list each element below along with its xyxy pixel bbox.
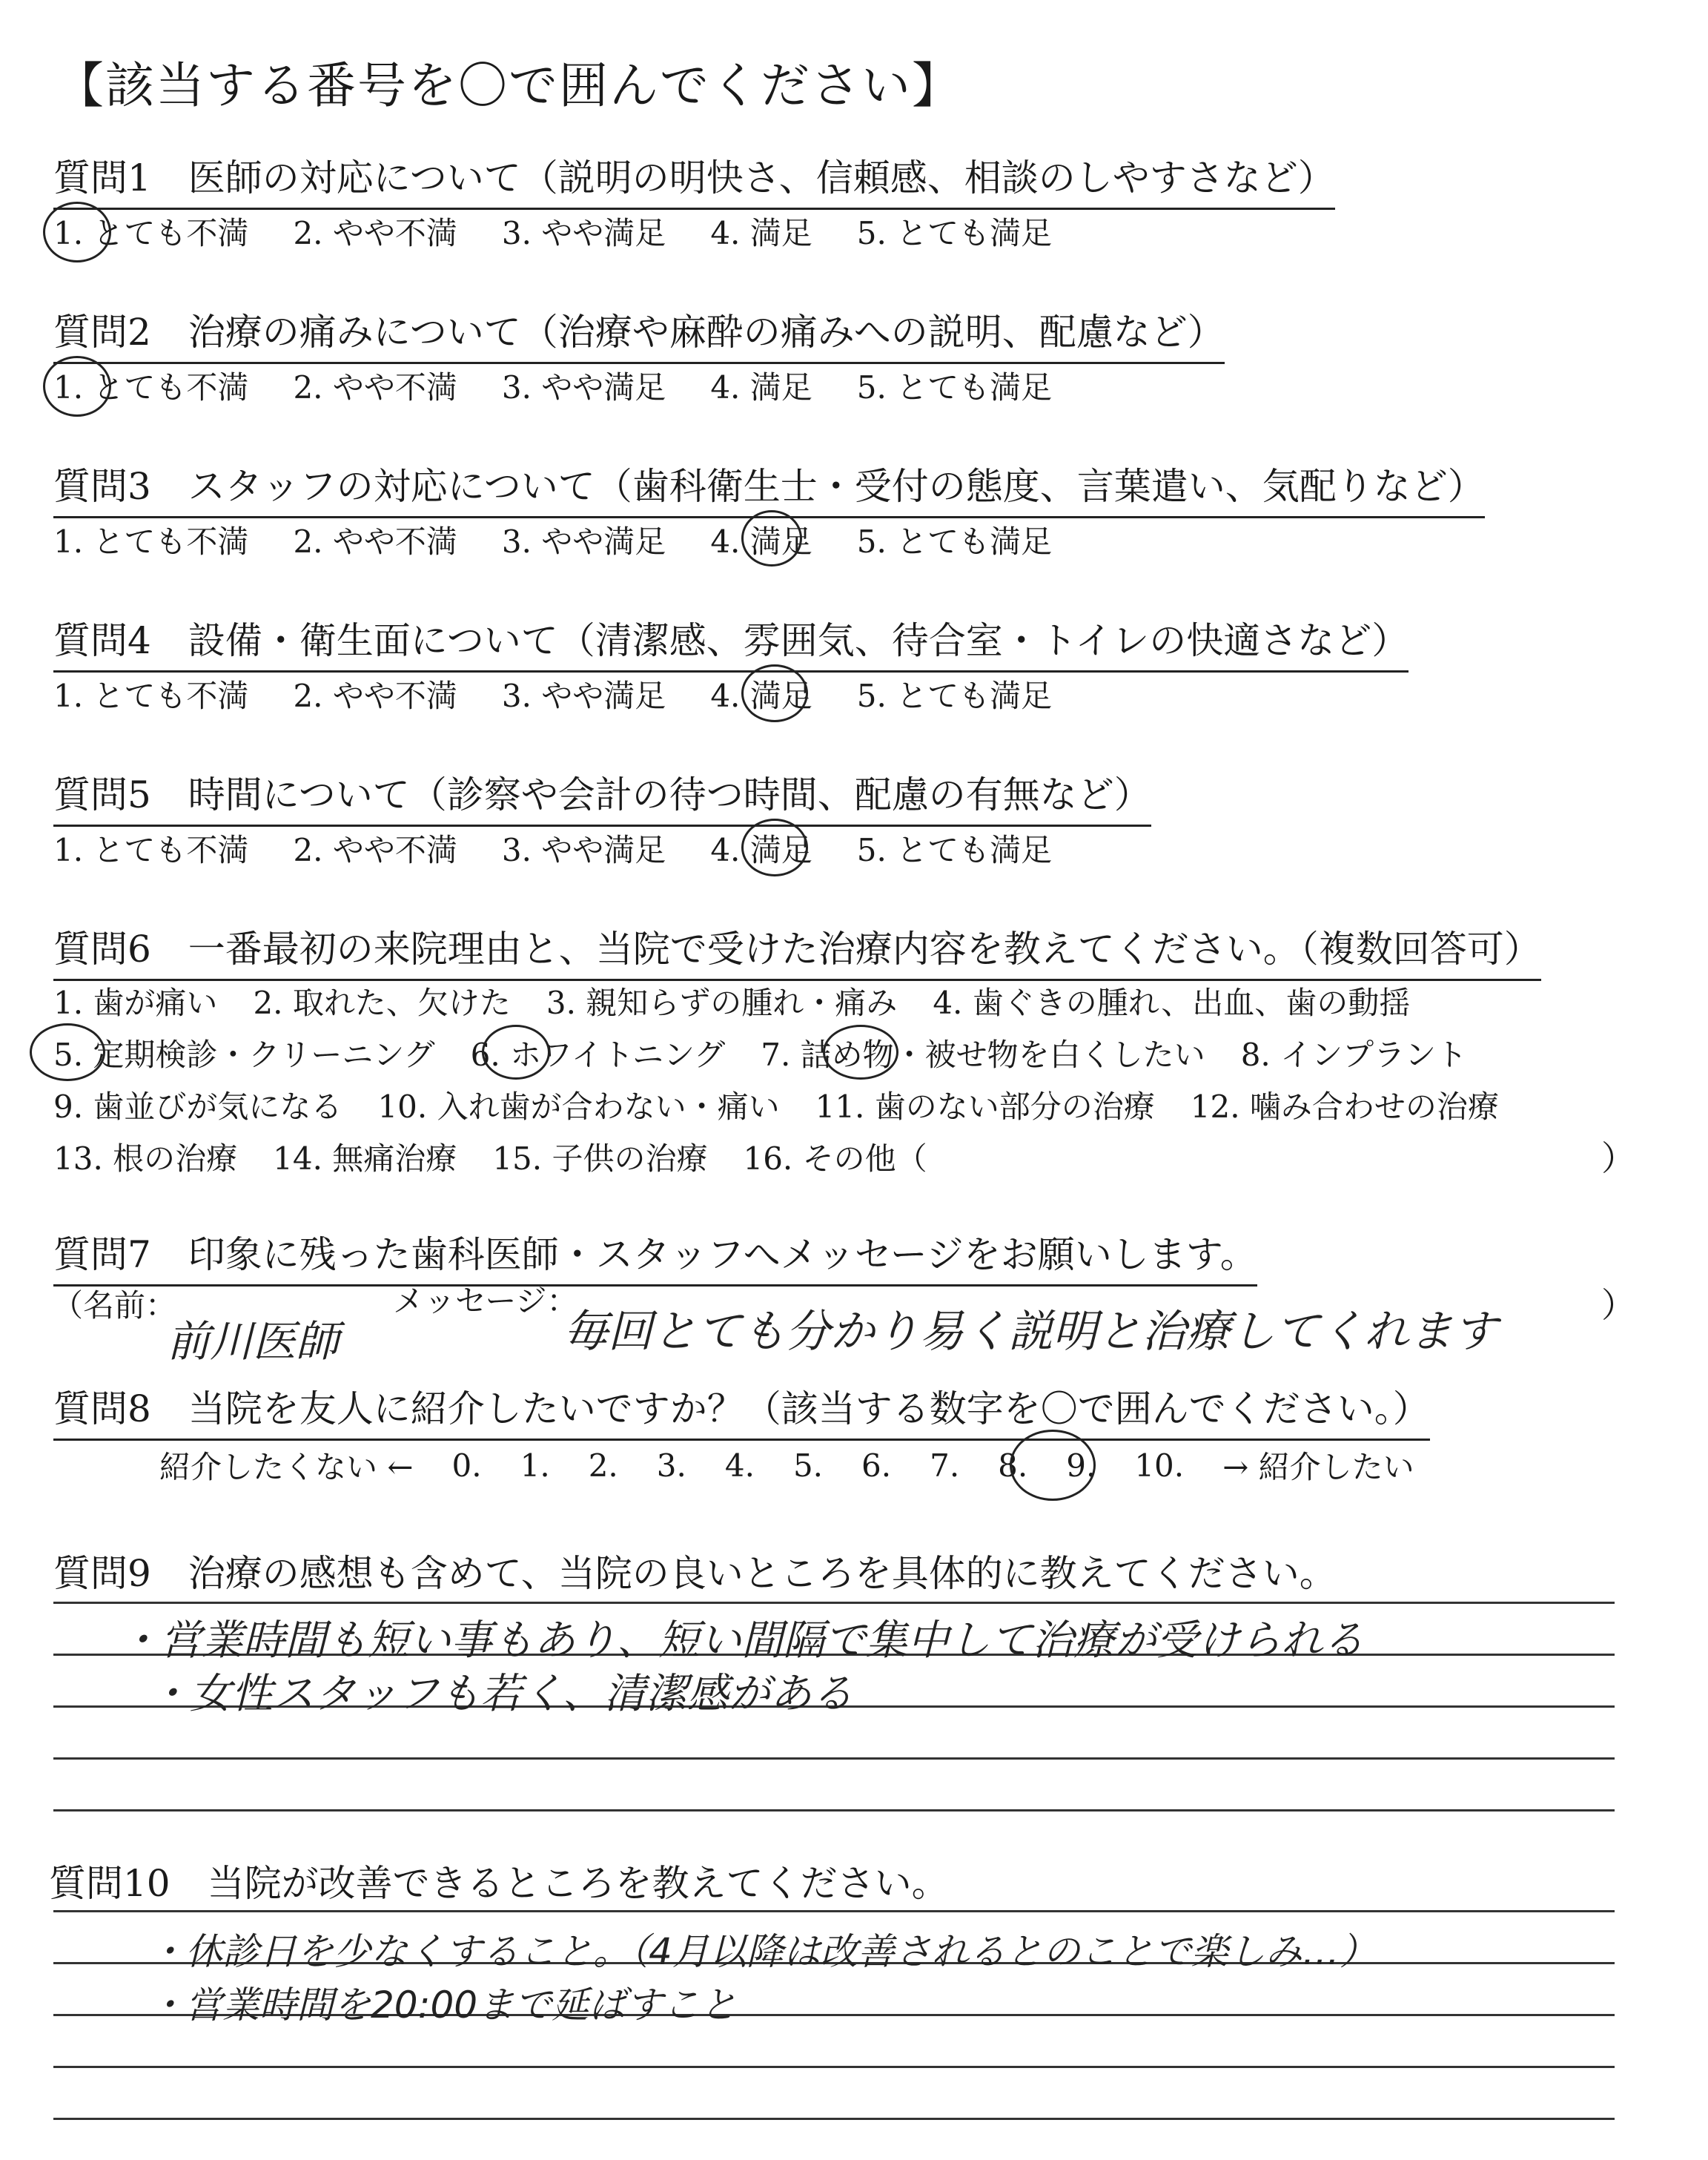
q6-selection-circle-5 — [30, 1023, 105, 1081]
q7-closing-paren: ） — [1601, 1285, 1635, 1325]
q6-option-16[interactable]: 16. その他（ — [743, 1140, 927, 1177]
q2-options — [53, 363, 1096, 408]
q1-option-3[interactable]: 3. やや満足 — [501, 215, 666, 251]
q7-message-handwriting[interactable]: 毎回とても分かり易く説明と治療してくれます — [563, 1306, 1497, 1358]
q6-option-1[interactable]: 1. 歯が痛い — [53, 985, 218, 1021]
q8-scale-7[interactable]: 7. — [930, 1447, 960, 1484]
q5-option-2[interactable]: 2. やや不満 — [293, 832, 457, 868]
q4-title: 質問4 設備・衛生面について（清潔感、雰囲気、待合室・トイレの快適さなど） — [53, 611, 1409, 673]
q10-answer-line-5 — [53, 2118, 1615, 2120]
q4-selection-circle — [741, 664, 808, 722]
q5-option-1[interactable]: 1. とても不満 — [53, 832, 249, 868]
q5-option-3[interactable]: 3. やや満足 — [501, 832, 666, 868]
q9-answer-line-1 — [53, 1602, 1615, 1604]
q8-right-label: → 紹介したい — [1222, 1449, 1414, 1485]
q6-option-9[interactable]: 9. 歯並びが気になる — [53, 1089, 342, 1125]
q10-answer-1[interactable]: ・休診日を少なくすること。（4月以降は改善されるとのことで楽しみ…） — [148, 1930, 1377, 1973]
q8-left-label: 紹介したくない ← — [159, 1449, 414, 1485]
q8-scale-1[interactable]: 1. — [520, 1447, 550, 1484]
q3-option-1[interactable]: 1. とても不満 — [53, 524, 249, 560]
q8-scale-9[interactable]: 9. — [1066, 1447, 1096, 1484]
q6-option-10[interactable]: 10. 入れ歯が合わない・痛い — [377, 1089, 780, 1125]
q9-answer-2[interactable]: ・女性スタッフも若く、清潔感がある — [148, 1670, 853, 1718]
q10-title: 質問10 当院が改善できるところを教えてください。 — [49, 1862, 949, 1905]
q10-answer-line-4 — [53, 2066, 1615, 2068]
q10-answer-2[interactable]: ・営業時間を20:00まで延ばすこと — [148, 1984, 738, 2027]
q8-selection-circle — [1010, 1430, 1096, 1501]
q1-title: 質問1 医師の対応について（説明の明快さ、信頼感、相談のしやすさなど） — [53, 148, 1335, 210]
q8-scale — [159, 1443, 1453, 1487]
q1-option-1[interactable]: 1. とても不満 — [53, 215, 249, 251]
q4-options — [53, 672, 1096, 716]
q3-options — [53, 518, 1096, 562]
q4-option-3[interactable]: 3. やや満足 — [501, 678, 666, 714]
q8-scale-8[interactable]: 8. — [998, 1447, 1028, 1484]
q6-option-12[interactable]: 12. 噛み合わせの治療 — [1190, 1089, 1499, 1125]
q5-options — [53, 826, 1096, 871]
q2-option-4[interactable]: 4. 満足 — [710, 369, 812, 406]
q1-options — [53, 209, 1096, 254]
q2-option-5[interactable]: 5. とても満足 — [856, 369, 1053, 406]
q1-option-5[interactable]: 5. とても満足 — [856, 215, 1053, 251]
q6-option-15[interactable]: 15. 子供の治療 — [492, 1140, 708, 1177]
q6-option-13[interactable]: 13. 根の治療 — [53, 1140, 238, 1177]
q6-option-4[interactable]: 4. 歯ぐきの腫れ、出血、歯の動揺 — [933, 985, 1411, 1021]
q10-answer-line-1 — [53, 1910, 1615, 1912]
q2-title: 質問2 治療の痛みについて（治療や麻酔の痛みへの説明、配慮など） — [53, 303, 1225, 364]
q6-selection-circle-7 — [823, 1025, 898, 1080]
q6-option-2[interactable]: 2. 取れた、欠けた — [253, 985, 511, 1021]
q3-option-5[interactable]: 5. とても満足 — [856, 524, 1053, 560]
q8-scale-10[interactable]: 10. — [1134, 1447, 1185, 1484]
q6-closing-paren: ） — [1601, 1138, 1635, 1178]
q6-options — [53, 979, 1655, 1201]
q3-option-3[interactable]: 3. やや満足 — [501, 524, 666, 560]
q5-option-4[interactable]: 4. 満足 — [710, 832, 812, 868]
q7-title: 質問7 印象に残った歯科医師・スタッフへメッセージをお願いします。 — [53, 1225, 1257, 1287]
q5-title: 質問5 時間について（診察や会計の待つ時間、配慮の有無など） — [53, 765, 1151, 827]
q9-answer-line-4 — [53, 1757, 1615, 1760]
q6-option-14[interactable]: 14. 無痛治療 — [273, 1140, 457, 1177]
q8-scale-2[interactable]: 2. — [588, 1447, 618, 1484]
q2-option-3[interactable]: 3. やや満足 — [501, 369, 666, 406]
q1-selection-circle — [43, 202, 111, 262]
q9-title: 質問9 治療の感想も含めて、当院の良いところを具体的に教えてください。 — [53, 1552, 1337, 1595]
q4-option-2[interactable]: 2. やや不満 — [293, 678, 457, 714]
q3-selection-circle — [741, 510, 802, 567]
q1-option-2[interactable]: 2. やや不満 — [293, 215, 457, 251]
q2-option-2[interactable]: 2. やや不満 — [293, 369, 457, 406]
q8-scale-4[interactable]: 4. — [724, 1447, 755, 1484]
q4-option-4[interactable]: 4. 満足 — [710, 678, 812, 714]
q2-selection-circle — [43, 356, 111, 417]
q8-scale-0[interactable]: 0. — [451, 1447, 482, 1484]
q3-option-2[interactable]: 2. やや不満 — [293, 524, 457, 560]
q6-option-11[interactable]: 11. 歯のない部分の治療 — [815, 1089, 1155, 1125]
q9-answer-1[interactable]: ・営業時間も短い事もあり、短い間隔で集中して治療が受けられる — [119, 1616, 1364, 1665]
q6-title: 質問6 一番最初の来院理由と、当院で受けた治療内容を教えてください。（複数回答可） — [53, 919, 1541, 981]
q6-option-3[interactable]: 3. 親知らずの腫れ・痛み — [546, 985, 898, 1021]
q6-option-6[interactable]: 6. ホワイトニング — [470, 1037, 726, 1073]
q4-option-1[interactable]: 1. とても不満 — [53, 678, 249, 714]
q1-option-4[interactable]: 4. 満足 — [710, 215, 812, 251]
q3-title: 質問3 スタッフの対応について（歯科衛生士・受付の態度、言葉遣い、気配りなど） — [53, 457, 1485, 518]
q8-scale-5[interactable]: 5. — [792, 1447, 824, 1484]
q8-scale-3[interactable]: 3. — [656, 1447, 686, 1484]
q5-selection-circle — [741, 819, 808, 876]
q6-option-7[interactable]: 7. 詰め物・被せ物を白くしたい — [761, 1037, 1205, 1073]
q9-answer-line-5 — [53, 1809, 1615, 1811]
q6-option-8[interactable]: 8. インプラント — [1240, 1037, 1468, 1073]
page-title: 【該当する番号を〇で囲んでください】 — [55, 57, 962, 114]
q6-selection-circle-6 — [482, 1025, 550, 1080]
q8-title: 質問8 当院を友人に紹介したいですか？（該当する数字を〇で囲んでください。） — [53, 1379, 1430, 1441]
q8-scale-6[interactable]: 6. — [861, 1447, 892, 1484]
q7-name-handwriting[interactable]: 前川医師 — [167, 1316, 340, 1367]
q2-option-1[interactable]: 1. とても不満 — [53, 369, 249, 406]
q7-message-label: メッセージ： — [393, 1283, 578, 1319]
q4-option-5[interactable]: 5. とても満足 — [856, 678, 1053, 714]
q6-option-5[interactable]: 5. 定期検診・クリーニング — [53, 1037, 435, 1073]
q5-option-5[interactable]: 5. とても満足 — [856, 832, 1053, 868]
q7-name-label: （名前： — [52, 1287, 177, 1324]
q3-option-4[interactable]: 4. 満足 — [710, 524, 812, 560]
